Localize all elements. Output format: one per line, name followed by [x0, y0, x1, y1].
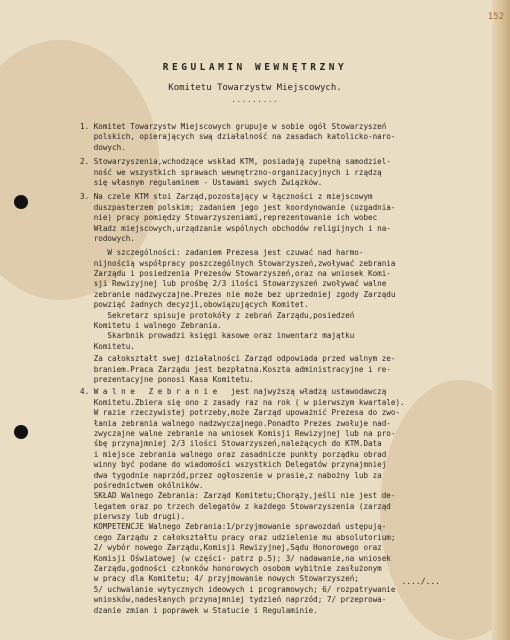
document-body	[80, 122, 500, 620]
text-line: prezentacyjne ponosi Kasa Komitetu.	[80, 374, 254, 384]
text-line: pośrednictwem okólników.	[80, 480, 204, 490]
text-line: 2. Stowarzyszenia,wchodzące wskład KTM, posiadają zupełną samodziel-	[80, 157, 391, 167]
document-title: REGULAMIN WEWNĘTRZNY	[162, 62, 348, 73]
paragraph	[80, 354, 500, 385]
text-line: 3. Na czele KTM stoi Zarząd,pozostający w łączności z miejscowym	[80, 192, 373, 202]
text-line: Zarządu i posiedzenia Prezesów Stowarzyszeń,oraz na wniosek Komi-	[80, 269, 391, 279]
text-line: się własnym regulaminem - Ustawami swych Związków.	[80, 177, 323, 187]
text-line: dzanie zmian i poprawek w Statucie i Regulaminie.	[80, 605, 318, 615]
text-line: sji Rewizyjnej lub prośbę 2/3 ilości Stowarzyszeń zwoływać walne	[80, 279, 387, 289]
text-line: łania zebrania walnego nadzwyczajnego.Ponadto Prezes zwołuje nad-	[80, 418, 391, 428]
text-line: Komitetu.	[80, 341, 135, 351]
text-line: Za całokształt swej działalności Zarząd odpowiada przed walnym ze-	[80, 354, 396, 364]
text-line: Zarządu,godności członków honorowych osobom wybitnie zasłużonym	[80, 564, 382, 574]
text-line: KOMPETENCJE Walnego Zebrania:1/przyjmowanie sprawozdań ustępują-	[80, 522, 387, 532]
text-line: Skarbnik prowadzi księgi kasowe oraz inwentarz majątku	[80, 331, 355, 341]
text-line: Komisji Oświatowej (w części- patrz p.5); 3/ nadawanie,na wniosek	[80, 553, 391, 563]
text-line: dowych.	[80, 142, 126, 152]
text-line: W razie rzeczywistej potrzeby,może Zarząd upoważnić Prezesa do zwo-	[80, 408, 401, 418]
text-line: nie) pracy pomiędzy Stowarzyszeniami,reprezentowanie ich wobec	[80, 213, 378, 223]
text-line: 5/ uchwalanie wytycznych ideowych i programowych; 6/ rozpatrywanie	[80, 584, 396, 594]
text-line: rodowych.	[80, 233, 135, 243]
paragraph	[80, 122, 500, 153]
text-line: winny być podane do wiadomości wszystkich Delegatów przynajmniej	[80, 460, 387, 470]
text-line: nijnością współpracy poszczególnych Stowarzyszeń,zwoływać zebrania	[80, 258, 396, 268]
title-separator: .........	[231, 96, 279, 104]
text-line: polskich, opierających swą działalność na zasadach katolicko-naro-	[80, 132, 396, 142]
text-line: cego Zarządu z całokształtu pracy oraz udzielenie mu absolutorium;	[80, 532, 396, 542]
text-line: pierwszy lub drugi).	[80, 512, 186, 522]
text-line: Sekretarz spisuje protokóły z zebrań Zarządu,posiedzeń	[80, 310, 355, 320]
text-line: zwyczajne walne zebranie na wniosek Komisji Rewizyjnej lub na pro-	[80, 428, 396, 438]
punch-hole	[14, 425, 28, 439]
text-line: 1. Komitet Towarzystw Miejscowych grupuje w sobie ogół Stowarzyszeń	[80, 122, 387, 131]
text-line: SKŁAD Walnego Zebrania: Zarząd Komitetu;Chorąży,jeśli nie jest de-	[80, 491, 396, 501]
text-line: 4. W a l n e Z e b r a n i e jest najwyższą władzą ustawodawczą	[80, 387, 387, 397]
text-line: Komitetu.Zbiera się ono z zasady raz na rok ( w pierwszym kwartale).	[80, 397, 405, 407]
text-line: i miejsce zebrania walnego oraz zasadnicze punkty porządku obrad	[80, 449, 387, 459]
text-line: zebranie nadzwyczajne.Prezes nie może bez uprzedniej zgody Zarządu	[80, 289, 396, 299]
text-line: W szczególności: zadaniem Prezesa jest czuwać nad harmo-	[80, 248, 364, 258]
continuation-mark: ..../...	[401, 577, 440, 586]
paragraph	[80, 248, 500, 352]
paragraph-gap	[80, 616, 500, 620]
punch-hole	[14, 195, 28, 209]
text-line: braniem.Praca Zarządu jest bezpłatna.Koszta administracyjne i re-	[80, 364, 391, 374]
text-line: duszpasterzem polskim; zadaniem jego jest koordynowanie (uzgadnia-	[80, 202, 396, 212]
text-line: Komitetu i walnego Zebrania.	[80, 321, 222, 331]
text-line: w pracy dla Komitetu; 4/ przyjmowanie nowych Stowarzyszeń;	[80, 574, 359, 584]
paragraph	[80, 157, 500, 188]
text-line: ność we wszystkich sprawach wewnętrzno-organizacyjnych i rządzą	[80, 167, 382, 177]
page-number: 152	[487, 12, 504, 22]
paragraph	[80, 192, 500, 244]
text-line: Władz miejscowych,urządzanie wspólnych obchodów religijnych i na-	[80, 223, 391, 233]
text-line: legatem oraz po trzech delegatów z każdego Stowarzyszenia (zarząd	[80, 501, 391, 511]
text-line: śbę przynajmniej 2/3 ilości Stowarzyszeń,należących do KTM.Data	[80, 439, 382, 449]
text-line: dwa tygodnie naprzód,przez ogłoszenie w prasie,z nabożny lub za	[80, 470, 382, 480]
text-line: 2/ wybór nowego Zarządu,Komisji Rewizyjnej,Sądu Honorowego oraz	[80, 543, 382, 553]
text-line: powziąć żadnych decyzji,obowiązujących Komitet.	[80, 300, 309, 310]
document-subtitle: Komitetu Towarzystw Miejscowych.	[168, 83, 342, 93]
text-line: wniosków,nadesłanych przynajmniej tydzień naprzód; 7/ przeprowa-	[80, 595, 387, 605]
